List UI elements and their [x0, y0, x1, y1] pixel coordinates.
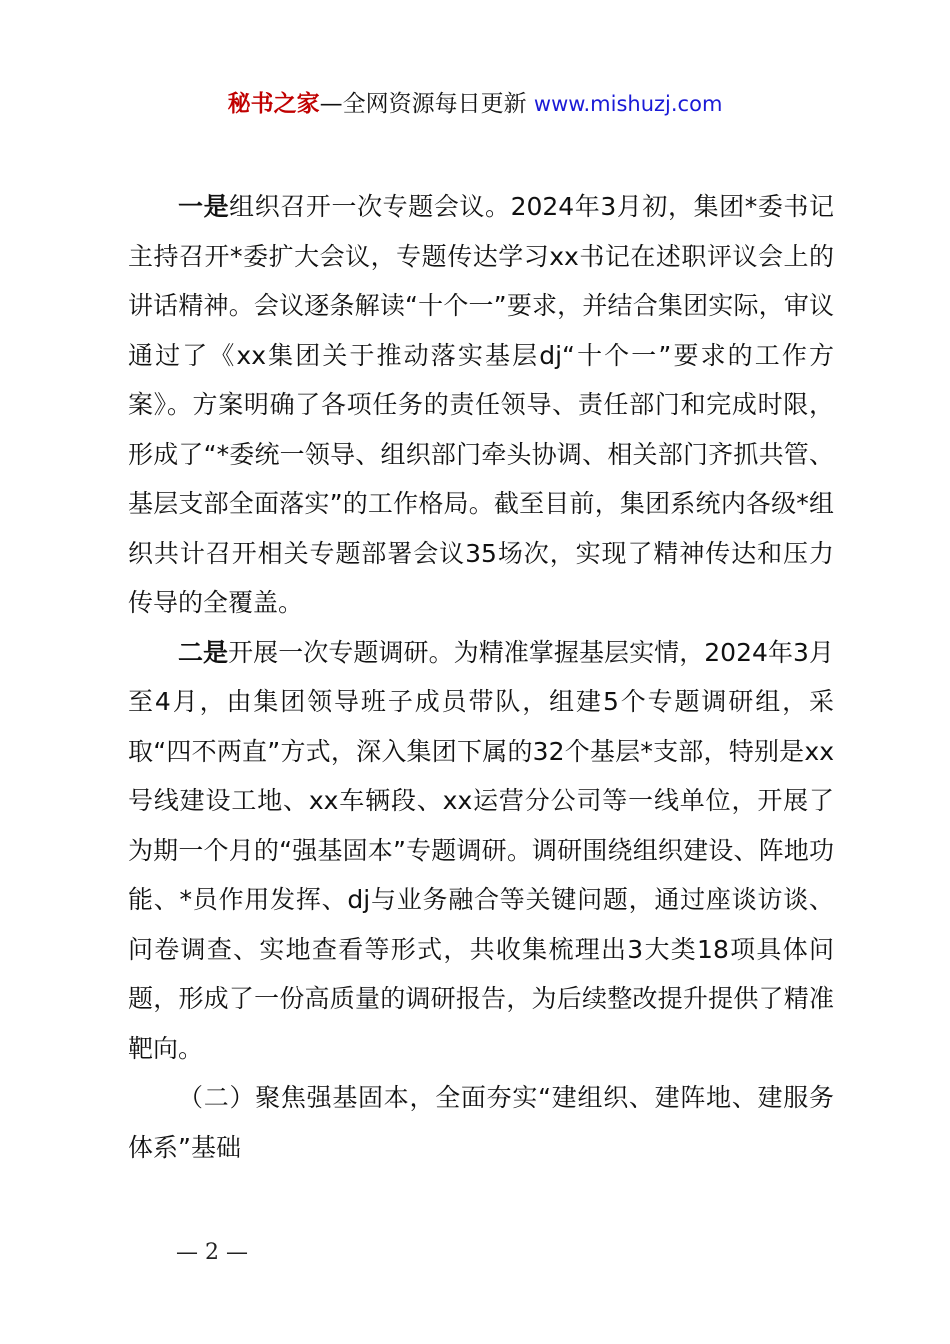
page-number: — 2 — [176, 1240, 248, 1265]
document-body [128, 182, 834, 1172]
section-heading [128, 1073, 834, 1172]
header-slogan: —全网资源每日更新 [319, 91, 527, 117]
paragraph-lead: 一是 [178, 192, 230, 221]
page-header [0, 86, 950, 122]
paragraph-meeting [128, 182, 834, 628]
paragraph-lead: 二是 [178, 637, 229, 667]
header-url[interactable]: www.mishuzj.com [533, 92, 723, 116]
paragraph-text: 开展一次专题调研。为精准掌握基层实情，2024年3月至4月，由集团领导班子成员带队，组建5个专题调研组，采取“四不两直”方式，深入集团下属的32个基层*支部，特别是xx号线建设工地、xx车辆段、xx运营分公司等一线单位，开展了为期一个月的“强基固本”专题调研。调研围绕组织建设、阵地功能、*员作用发挥、dj与业务融合等关键问题，通过座谈访谈、问卷调查、实地查看等形式，共收集梳理出3大类18项具体问题，形成了一份高质量的调研报告，为后续整改提升提供了精准靶向。 [128, 637, 834, 1063]
paragraph-research [128, 628, 834, 1074]
paragraph-text: 组织召开一次专题会议。2024年3月初，集团*委书记主持召开*委扩大会议，专题传达学习xx书记在述职评议会上的讲话精神。会议逐条解读“十个一”要求，并结合集团实际，审议通过了《xx集团关于推动落实基层dj“十个一”要求的工作方案》。方案明确了各项任务的责任领导、责任部门和完成时限，形成了“*委统一领导、组织部门牵头协调、相关部门齐抓共管、基层支部全面落实”的工作格局。截至目前，集团系统内各级*组织共计召开相关专题部署会议35场次，实现了精神传达和压力传导的全覆盖。 [128, 192, 834, 617]
section-heading-text: （二）聚焦强基固本，全面夯实“建组织、建阵地、建服务体系”基础 [128, 1083, 834, 1162]
brand-name: 秘书之家 [227, 91, 320, 117]
